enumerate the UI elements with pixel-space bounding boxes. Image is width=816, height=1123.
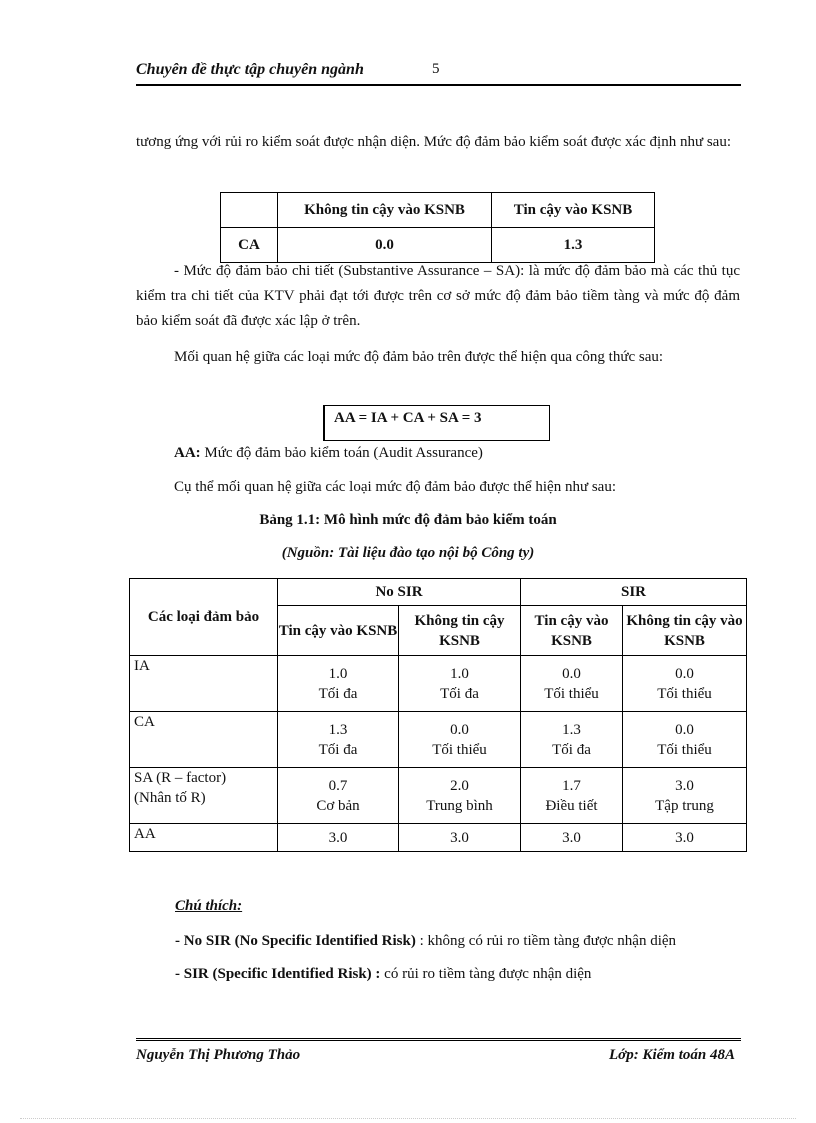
cell-level: Tối thiểu	[432, 741, 487, 758]
table-cell	[623, 768, 747, 824]
assurance-model-table	[129, 578, 747, 852]
cell-level: Trung bình	[426, 797, 493, 814]
row-label	[130, 824, 278, 852]
ca-table-value-trust: 1.3	[492, 228, 655, 263]
cell-level: Điều tiết	[545, 797, 598, 814]
table-row	[130, 824, 747, 852]
paragraph-1: tương ứng với rủi ro kiểm soát được nhận diện. Mức độ đảm bảo kiểm soát được xác định như sau:	[136, 134, 731, 150]
cell-value: 3.0	[675, 777, 694, 794]
formula-text: AA = IA + CA + SA = 3	[334, 410, 482, 426]
group-header-sir: SIR	[521, 579, 747, 606]
cell-level: Tập trung	[655, 797, 714, 814]
cell-value: 0.0	[675, 721, 694, 738]
page-bottom-divider	[20, 1118, 796, 1119]
row-label	[130, 768, 278, 824]
aa-text: Mức độ đảm bảo kiểm toán (Audit Assurance)	[200, 445, 483, 461]
subheader-sir-no-trust: Không tin cậy vào KSNB	[623, 606, 747, 656]
note-sir-text: có rủi ro tiềm tàng được nhận diện	[380, 966, 592, 982]
notes-title: Chú thích:	[175, 898, 243, 914]
cell-value: 2.0	[450, 777, 469, 794]
table-cell	[278, 824, 399, 852]
aa-definition	[174, 441, 740, 466]
group-header-no-sir: No SIR	[278, 579, 521, 606]
row-label-line: SA (R – factor)	[134, 770, 227, 786]
row-label-line: CA	[134, 714, 155, 730]
ca-table-value-no-trust: 0.0	[278, 228, 492, 263]
footer-author: Nguyễn Thị Phương Thảo	[136, 1047, 301, 1063]
table-row	[130, 768, 747, 824]
cell-value: 1.0	[450, 665, 469, 682]
cell-value: 1.3	[328, 721, 348, 738]
ca-table-row-label: CA	[221, 228, 278, 263]
table-cell	[399, 824, 521, 852]
page-header	[136, 58, 741, 86]
cell-value: 1.7	[562, 777, 581, 794]
cell-level: Cơ bản	[316, 797, 360, 814]
page-number: 5	[432, 61, 440, 77]
aa-label: AA:	[174, 445, 201, 461]
table-cell	[521, 656, 623, 712]
row-label-line: AA	[134, 826, 156, 842]
subheader-no-sir-no-trust: Không tin cậy KSNB	[399, 606, 521, 656]
cell-level: Tối thiểu	[544, 685, 599, 702]
cell-value: 3.0	[328, 829, 348, 846]
cell-value: 3.0	[450, 829, 469, 846]
table-cell	[623, 656, 747, 712]
cell-value: 1.0	[328, 665, 348, 682]
table-cell	[278, 656, 399, 712]
note-no-sir-term: - No SIR (No Specific Identified Risk)	[175, 933, 416, 949]
ca-table-header-no-trust: Không tin cậy vào KSNB	[278, 193, 492, 228]
row-label-line: IA	[134, 658, 150, 674]
table-cell	[623, 824, 747, 852]
subheader-no-sir-trust: Tin cậy vào KSNB	[278, 606, 399, 656]
table-cell	[521, 768, 623, 824]
note-sir-term: - SIR (Specific Identified Risk) :	[175, 966, 381, 982]
cell-level: Tối thiểu	[657, 741, 712, 758]
table-cell	[521, 712, 623, 768]
table-cell	[521, 824, 623, 852]
cell-value: 0.7	[328, 777, 348, 794]
table-caption: Bảng 1.1: Mô hình mức độ đảm bảo kiểm toán	[259, 512, 557, 528]
table-cell	[399, 656, 521, 712]
table-row	[130, 712, 747, 768]
cell-level: Tối đa	[552, 741, 591, 758]
cell-level: Tối đa	[440, 685, 479, 702]
table-row	[130, 656, 747, 712]
formula-box	[323, 405, 550, 441]
row-label	[130, 712, 278, 768]
cell-value: 3.0	[562, 829, 581, 846]
table-cell	[278, 768, 399, 824]
cell-value: 0.0	[450, 721, 469, 738]
ca-table-header-trust: Tin cậy vào KSNB	[492, 193, 655, 228]
page-footer	[136, 1038, 741, 1069]
paragraph-4: Cụ thể mối quan hệ giữa các loại mức độ đảm bảo được thể hiện như sau:	[174, 479, 617, 495]
ca-table-corner	[221, 193, 278, 228]
note-no-sir	[175, 933, 676, 950]
row-label	[130, 656, 278, 712]
paragraph-2: - Mức độ đảm bảo chi tiết (Substantive Assurance – SA): là mức độ đảm bảo mà các thủ tục kiểm tra chi tiết của KTV phải đạt tới được trên cơ sở mức độ đảm bảo tiềm tàng và mức độ đảm bảo kiểm soát đã được xác lập ở trên.	[136, 263, 740, 329]
table-cell	[399, 768, 521, 824]
note-sir	[175, 966, 591, 983]
note-no-sir-text: : không có rủi ro tiềm tàng được nhận diện	[415, 933, 677, 949]
table-cell	[278, 712, 399, 768]
cell-level: Tối đa	[318, 741, 358, 758]
cell-value: 0.0	[562, 665, 581, 682]
cell-value: 0.0	[675, 665, 694, 682]
table-source: (Nguồn: Tài liệu đào tạo nội bộ Công ty)	[281, 545, 535, 561]
cell-value: 3.0	[675, 829, 694, 846]
table-corner-header: Các loại đảm bảo	[130, 579, 278, 656]
row-label-line-2: (Nhân tố R)	[134, 790, 206, 806]
footer-class: Lớp: Kiểm toán 48A	[609, 1047, 735, 1063]
table-cell	[399, 712, 521, 768]
cell-level: Tối thiểu	[657, 685, 712, 702]
paragraph-3: Mối quan hệ giữa các loại mức độ đảm bảo trên được thể hiện qua công thức sau:	[174, 349, 664, 365]
table-cell	[623, 712, 747, 768]
cell-value: 1.3	[562, 721, 581, 738]
subheader-sir-trust: Tin cậy vào KSNB	[521, 606, 623, 656]
cell-level: Tối đa	[318, 685, 358, 702]
header-title: Chuyên đề thực tập chuyên ngành	[136, 61, 364, 78]
ca-table	[220, 192, 655, 263]
